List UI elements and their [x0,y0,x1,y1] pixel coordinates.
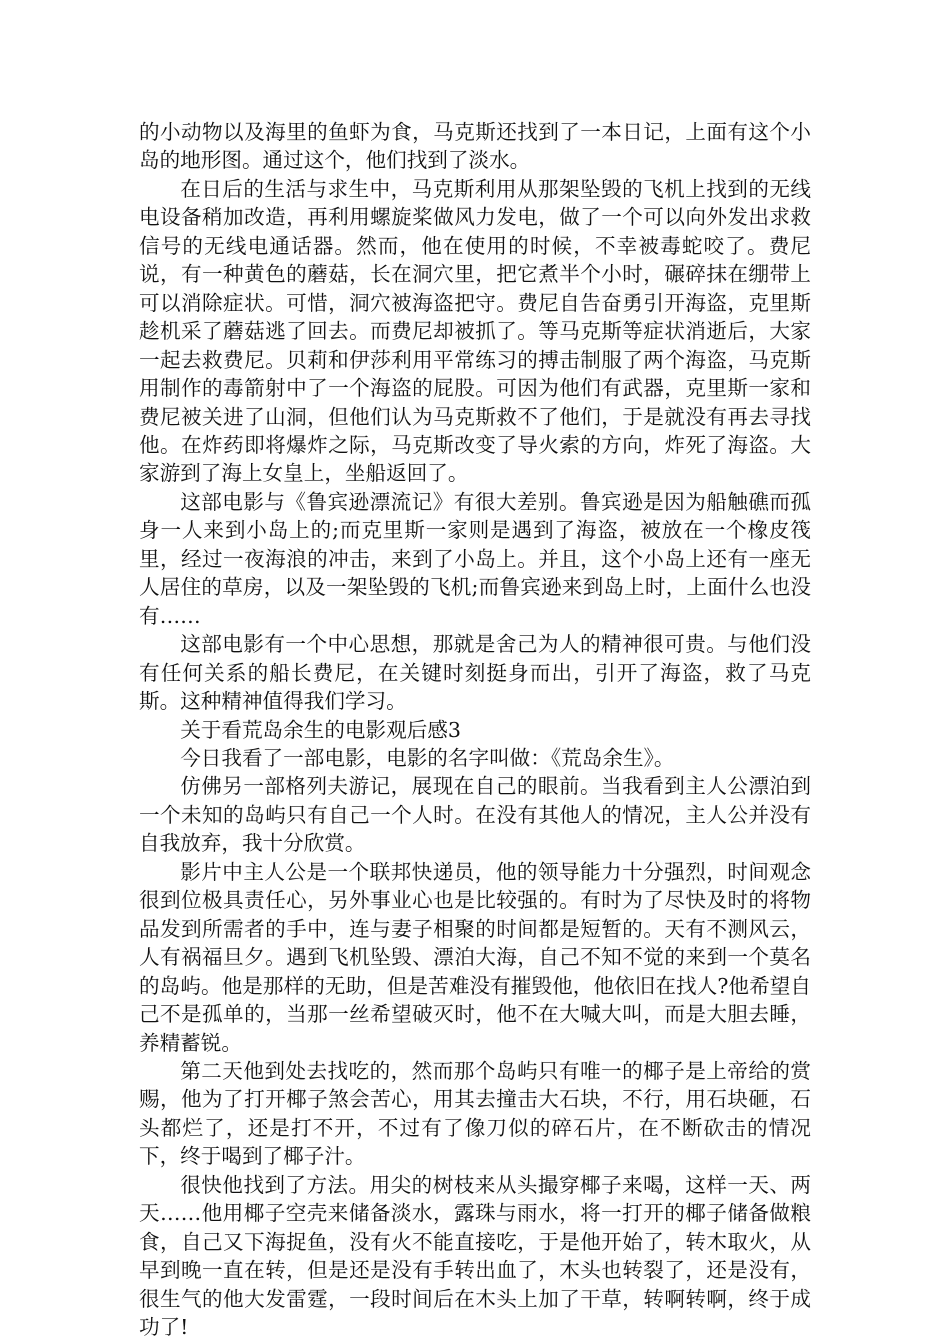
paragraph-gulliver: 仿佛另一部格列夫游记，展现在自己的眼前。当我看到主人公漂泊到一个未知的岛屿只有自己一个人时。在没有其他人的情况，主人公并没有自我放弃，我十分欣赏。 [139,774,811,856]
paragraph-central-idea: 这部电影有一个中心思想，那就是舍己为人的精神很可贵。与他们没有任何关系的船长费尼，在关键时刻挺身而出，引开了海盗，救了马克斯。这种精神值得我们学习。 [139,632,811,714]
paragraph-fire: 很快他找到了方法。用尖的树枝来从头撮穿椰子来喝，这样一天、两天……他用椰子空壳来储备淡水，露珠与雨水，将一打开的椰子储备做粮食，自己又下海捉鱼，没有火不能直接吃，于是他开始了，转木取火，从早到晚一直在转，但是还是没有手转出血了，木头也转裂了，还是没有，很生气的他大发雷霆，一段时间后在木头上加了干草，转啊转啊，终于成功了! [139,1172,811,1340]
paragraph-intro: 今日我看了一部电影，电影的名字叫做：《荒岛余生》。 [180,745,675,770]
paragraph-radio-rescue: 在日后的生活与求生中，马克斯利用从那架坠毁的飞机上找到的无线电设备稍加改造，再利用螺旋桨做风力发电，做了一个可以向外发出求救信号的无线电通话器。然而，他在使用的时候，不幸被毒蛇咬了。费尼说，有一种黄色的蘑菇，长在洞穴里，把它煮半个小时，碾碎抹在绷带上可以消除症状。可惜，洞穴被海盗把守。费尼自告奋勇引开海盗，克里斯趁机采了蘑菇逃了回去。而费尼却被抓了。等马克斯等症状消逝后，大家一起去救费尼。贝莉和伊莎利用平常练习的搏击制服了两个海盗，马克斯用制作的毒箭射中了一个海盗的屁股。可因为他们有武器，克里斯一家和费尼被关进了山洞，但他们认为马克斯救不了他们，于是就没有再去寻找他。在炸药即将爆炸之际，马克斯改变了导火索的方向，炸死了海盗。大家游到了海上女皇上，坐船返回了。 [139,176,811,486]
paragraph-robinson-comparison: 这部电影与《鲁宾逊漂流记》有很大差别。鲁宾逊是因为船触礁而孤身一人来到小岛上的;而克里斯一家则是遇到了海盗，被放在一个橡皮筏里，经过一夜海浪的冲击，来到了小岛上。并且，这个小岛上还有一座无人居住的草房，以及一架坠毁的飞机;而鲁宾逊来到岛上时，上面什么也没有…… [139,489,811,628]
paragraph-coconut: 第二天他到处去找吃的，然而那个岛屿只有唯一的椰子是上帝给的赏赐，他为了打开椰子煞会苦心，用其去撞击大石块，不行，用石块砸，石头都烂了，还是打不开，不过有了像刀似的碎石片，在不断砍击的情况下，终于喝到了椰子汁。 [139,1058,811,1169]
paragraph-continuation: 的小动物以及海里的鱼虾为食，马克斯还找到了一本日记，上面有这个小岛的地形图。通过这个，他们找到了淡水。 [139,120,811,173]
section-heading: 关于看荒岛余生的电影观后感3 [180,717,462,742]
document-body [139,118,811,1341]
paragraph-protagonist: 影片中主人公是一个联邦快递员，他的领导能力十分强烈，时间观念很到位极具责任心，另外事业心也是比较强的。有时为了尽快及时的将物品发到所需者的手中，连与妻子相聚的时间都是短暂的。天有不测风云，人有祸福旦夕。遇到飞机坠毁、漂泊大海，自己不知不觉的来到一个莫名的岛屿。他是那样的无助，但是苦难没有摧毁他，他依旧在找人?他希望自己不是孤单的，当那一丝希望破灭时，他不在大喊大叫，而是大胆去睡，养精蓄锐。 [139,859,811,1055]
